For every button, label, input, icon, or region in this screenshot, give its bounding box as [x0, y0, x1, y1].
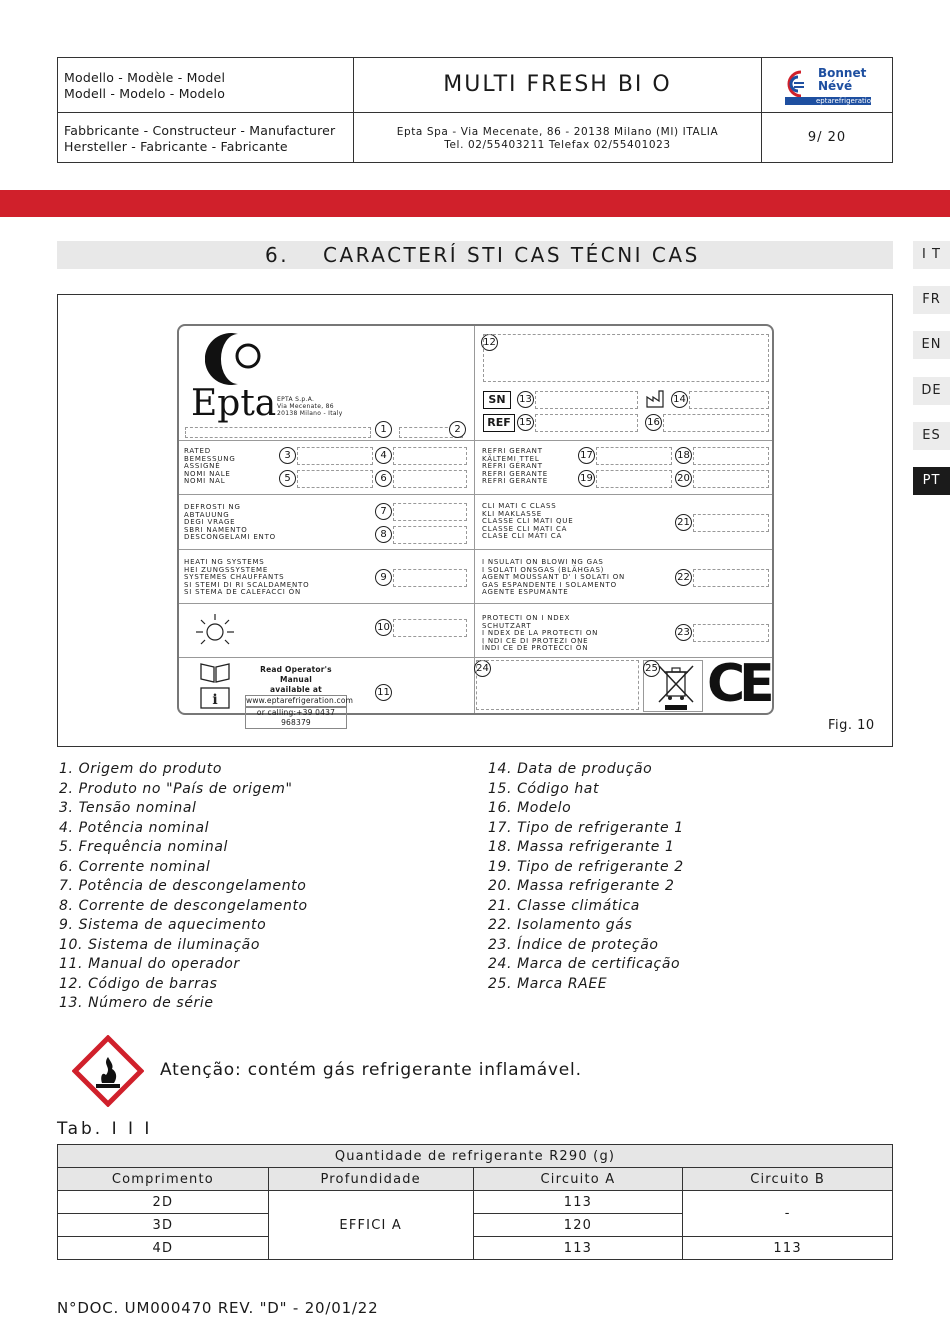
lighting-icon	[195, 612, 235, 648]
company-line: Via Mecenate, 86	[277, 403, 334, 410]
flammable-warning-text: Atenção: contém gás refrigerante inflamável.	[160, 1060, 582, 1080]
defrosting-line: DEFROSTI NG	[184, 503, 241, 511]
field-heating	[393, 569, 467, 587]
refrigerant-line: RÉFRI GÉRANT	[482, 462, 543, 471]
protection-line: I NDI CE DI PROTEZI ONE	[482, 636, 589, 645]
heating-line: HEI ZUNGSSYSTEME	[184, 565, 269, 574]
list-item: 21. Classe climática	[488, 897, 640, 914]
list-item: 20. Massa refrigerante 2	[488, 878, 675, 894]
model-label-line: Modell - Modelo - Modelo	[64, 86, 226, 101]
insulation-line: I SOLATI ONSGAS (BLÄHGAS)	[482, 565, 605, 574]
table-row	[58, 1191, 893, 1214]
list-item: 19. Tipo de refrigerante 2	[488, 858, 684, 875]
plate-divider	[474, 326, 475, 713]
production-date-icon	[645, 389, 669, 409]
refrigerant-table	[57, 1144, 893, 1260]
marker-10: 10	[375, 619, 392, 636]
field-hat-code	[535, 414, 638, 432]
defrosting-line: DESCONGELAMI ENTO	[184, 533, 276, 542]
list-item: 4. Potência nominal	[59, 819, 210, 836]
list-item: 16. Modelo	[488, 800, 572, 816]
marker-8: 8	[375, 526, 392, 543]
field-barcode	[483, 334, 769, 382]
field-climatic-class	[693, 514, 769, 532]
bonnet-neve-logo	[785, 66, 876, 106]
manual-line: available at	[270, 685, 322, 694]
marker-9: 9	[375, 569, 392, 586]
list-item: 18. Massa refrigerante 1	[488, 839, 675, 855]
table-header: Circuito B	[683, 1168, 893, 1191]
protection-line: ÍNDI CE DE PROTECCI ÓN	[482, 644, 589, 653]
table-cell: 2D	[58, 1191, 269, 1214]
list-item: 11. Manual do operador	[59, 956, 240, 972]
field-production-date	[689, 391, 769, 409]
protection-line: I NDEX DE LA PROTECTI ON	[482, 629, 599, 638]
list-item: 17. Tipo de refrigerante 1	[488, 819, 684, 836]
heating-line: SI STEMA DE CALEFACCI ÓN	[184, 588, 302, 597]
list-item: 2. Produto no "País de origem"	[59, 780, 293, 797]
marker-15: 15	[517, 414, 534, 431]
rated-line: RATED	[184, 447, 211, 455]
marker-24: 24	[474, 660, 491, 677]
marker-2: 2	[449, 421, 466, 438]
list-item: 9. Sistema de aquecimento	[59, 917, 267, 933]
header-divider	[58, 112, 892, 113]
list-item: 23. Índice de proteção	[488, 936, 659, 953]
field-protection-index	[693, 624, 769, 642]
sn-tag: SN	[483, 391, 511, 409]
field-refrigerant-type-2	[596, 470, 672, 488]
heating-line: SI STEMI DI RI SCALDAMENTO	[184, 580, 310, 589]
marker-1: 1	[375, 421, 392, 438]
refrigerant-line: REFRI GERANTE	[482, 477, 549, 486]
marker-19: 19	[578, 470, 595, 487]
rated-label	[184, 448, 236, 486]
protection-label	[482, 615, 598, 653]
field-origin	[185, 427, 371, 438]
field-refrigerant-mass-2	[693, 470, 769, 488]
insulation-line: AGENT MOUSSANT D' I SOLATI ON	[482, 573, 626, 582]
list-item: 5. Frequência nominal	[59, 839, 228, 855]
table-cell: 113	[473, 1191, 683, 1214]
table-row	[58, 1237, 893, 1260]
field-lighting	[393, 619, 467, 637]
manufacturer-label-line: Fabbricante - Constructeur - Manufacturer	[64, 123, 336, 138]
plate-divider	[179, 603, 772, 604]
list-item: 25. Marca RAEE	[488, 975, 608, 992]
climatic-line: CLASE CLI MÁTI CA	[482, 532, 563, 541]
field-frequency	[297, 470, 373, 488]
table-cell: 4D	[58, 1237, 269, 1260]
marker-16: 16	[645, 414, 662, 431]
marker-13: 13	[517, 391, 534, 408]
insulation-line: GAS ESPANDENTE I SOLAMENTO	[482, 580, 617, 589]
field-voltage	[297, 447, 373, 465]
list-item: 13. Número de série	[59, 995, 214, 1011]
ref-tag: REF	[483, 414, 515, 432]
marker-18: 18	[675, 447, 692, 464]
table-cell: 3D	[58, 1214, 269, 1237]
lang-tab-fr[interactable]: FR	[913, 286, 950, 314]
marker-5: 5	[279, 470, 296, 487]
list-item: 1. Origem do produto	[59, 761, 222, 777]
flammable-warning-icon	[72, 1035, 144, 1107]
field-refrigerant-type-1	[596, 447, 672, 465]
address-line: Epta Spa - Via Mecenate, 86 - 20138 Milano (MI) ITALIA	[396, 126, 719, 138]
section-number: 6.	[265, 243, 290, 267]
marker-4: 4	[375, 447, 392, 464]
marker-23: 23	[675, 624, 692, 641]
table-cell: 113	[473, 1237, 683, 1260]
table-header: Circuito A	[473, 1168, 683, 1191]
defrosting-label	[184, 504, 276, 542]
marker-7: 7	[375, 503, 392, 520]
field-defrost-current	[393, 526, 467, 544]
plate-divider	[179, 494, 772, 495]
rating-plate	[177, 324, 774, 727]
lang-tab-es[interactable]: ES	[913, 422, 950, 450]
table-cell-depth: EFFICI A	[268, 1191, 473, 1260]
heating-line: SYSTEMES CHAUFFANTS	[184, 573, 285, 582]
list-item: 6. Corrente nominal	[59, 858, 211, 875]
refrigerant-line: REFRI GERANTE	[482, 469, 549, 478]
company-line: EPTA S.p.A.	[277, 396, 315, 403]
protection-line: SCHUTZART	[482, 621, 532, 630]
accent-bar	[0, 190, 950, 217]
plate-divider	[179, 549, 772, 550]
document-header	[57, 57, 893, 163]
marker-17: 17	[578, 447, 595, 464]
legend-list-right	[488, 760, 684, 994]
climatic-line: CLASSE CLI MATI CA	[482, 524, 568, 533]
logo-line: Névé	[818, 79, 853, 93]
section-heading	[57, 241, 893, 269]
table-title: Quantidade de refrigerante R290 (g)	[58, 1145, 893, 1168]
table-header: Profundidade	[268, 1168, 473, 1191]
lang-tab-pt[interactable]: PT	[913, 467, 950, 495]
defrosting-line: SBRI NAMENTO	[184, 525, 248, 534]
list-item: 14. Data de produção	[488, 761, 653, 777]
rated-line: NOMI NALE	[184, 469, 231, 478]
list-item: 8. Corrente de descongelamento	[59, 897, 308, 914]
field-certification	[476, 660, 639, 710]
climatic-line: CLI MATI C CLASS	[482, 502, 557, 510]
refrigerant-line: KÄLTEMI TTEL	[482, 454, 540, 463]
protection-line: PROTECTI ON I NDEX	[482, 614, 571, 622]
figure-caption: Fig. 10	[828, 718, 875, 733]
table-cell-b-merged: -	[683, 1191, 893, 1237]
climatic-label	[482, 503, 573, 541]
manufacturer-label	[64, 123, 335, 155]
legend-list-left	[59, 760, 308, 1014]
defrosting-line: ABTAUUNG	[184, 510, 230, 519]
list-item: 3. Tensão nominal	[59, 800, 197, 816]
section-title: CARACTERÍ STI CAS TÉCNI CAS	[323, 243, 700, 267]
marker-20: 20	[675, 470, 692, 487]
list-item: 22. Isolamento gás	[488, 917, 633, 933]
address-line: Tel. 02/55403211 Telefax 02/55401023	[444, 139, 671, 151]
marker-11: 11	[375, 684, 392, 701]
header-divider	[761, 58, 762, 162]
logo-text	[818, 67, 866, 93]
field-power	[393, 447, 467, 465]
svg-text:i: i	[212, 692, 218, 708]
manual-line: Read Operator's Manual	[260, 665, 332, 684]
manual-book-icon	[199, 660, 231, 710]
refrigerant-label	[482, 448, 548, 486]
document-footer: N°DOC. UM000470 REV. "D" - 20/01/22	[57, 1299, 379, 1317]
table-cell: 113	[683, 1237, 893, 1260]
heating-label	[184, 559, 309, 597]
rated-line: BEMESSUNG	[184, 454, 236, 463]
weee-bin-icon	[653, 660, 699, 712]
marker-6: 6	[375, 470, 392, 487]
manufacturer-label-line: Hersteller - Fabricante - Fabricante	[64, 139, 288, 154]
insulation-label	[482, 559, 625, 597]
rated-line: NOMI NAL	[184, 477, 226, 486]
insulation-line: I NSULATI ON BLOWI NG GAS	[482, 558, 604, 566]
model-label-line: Modello - Modèle - Model	[64, 70, 226, 85]
company-line: 20138 Milano - Italy	[277, 410, 343, 417]
climatic-line: KLI MAKLASSE	[482, 509, 542, 518]
field-model	[663, 414, 769, 432]
lang-tab-en[interactable]: EN	[913, 331, 950, 359]
field-serial	[535, 391, 638, 409]
defrosting-line: DEGI VRAGE	[184, 518, 236, 527]
list-item: 7. Potência de descongelamento	[59, 878, 307, 894]
list-item: 10. Sistema de iluminação	[59, 936, 260, 953]
ce-mark: CE	[707, 654, 769, 714]
logo-line: Bonnet	[818, 66, 867, 80]
epta-brand: Epta	[191, 383, 277, 424]
table-header: Comprimento	[58, 1168, 269, 1191]
epta-logo-icon	[205, 330, 271, 388]
manual-line: www.eptarefrigeration.com	[246, 696, 354, 705]
marker-12: 12	[481, 334, 498, 351]
manual-line: or calling:+39 0437 968379	[245, 707, 347, 729]
plate-divider	[179, 440, 772, 441]
marker-14: 14	[671, 391, 688, 408]
plate-divider	[179, 657, 772, 658]
field-defrost-power	[393, 503, 467, 521]
table-label: Tab. I I I	[57, 1119, 153, 1139]
manufacturer-address	[354, 126, 761, 152]
climatic-line: CLASSE CLI MATI QUE	[482, 517, 574, 526]
manual-text	[245, 665, 354, 729]
marker-21: 21	[675, 514, 692, 531]
insulation-line: AGENTE ESPUMANTE	[482, 588, 569, 597]
marker-22: 22	[675, 569, 692, 586]
lang-tab-de[interactable]: DE	[913, 377, 950, 405]
company-address	[277, 396, 343, 417]
marker-3: 3	[279, 447, 296, 464]
table-cell: 120	[473, 1214, 683, 1237]
marker-25: 25	[643, 660, 660, 677]
model-title: MULTI FRESH BI O	[443, 72, 672, 97]
page-number: 9/ 20	[807, 130, 847, 145]
list-item: 15. Código hat	[488, 780, 600, 797]
list-item: 24. Marca de certificação	[488, 956, 681, 972]
rated-line: ASSIGNÉ	[184, 462, 221, 471]
heating-line: HEATI NG SYSTEMS	[184, 558, 265, 566]
logo-subtext: eptarefrigeration	[816, 97, 876, 105]
field-current	[393, 470, 467, 488]
field-insulation-gas	[693, 569, 769, 587]
lang-tab-it[interactable]: I T	[913, 241, 950, 269]
model-label	[64, 70, 225, 102]
list-item: 12. Código de barras	[59, 975, 218, 992]
refrigerant-line: REFRI GERANT	[482, 447, 543, 455]
field-refrigerant-mass-1	[693, 447, 769, 465]
